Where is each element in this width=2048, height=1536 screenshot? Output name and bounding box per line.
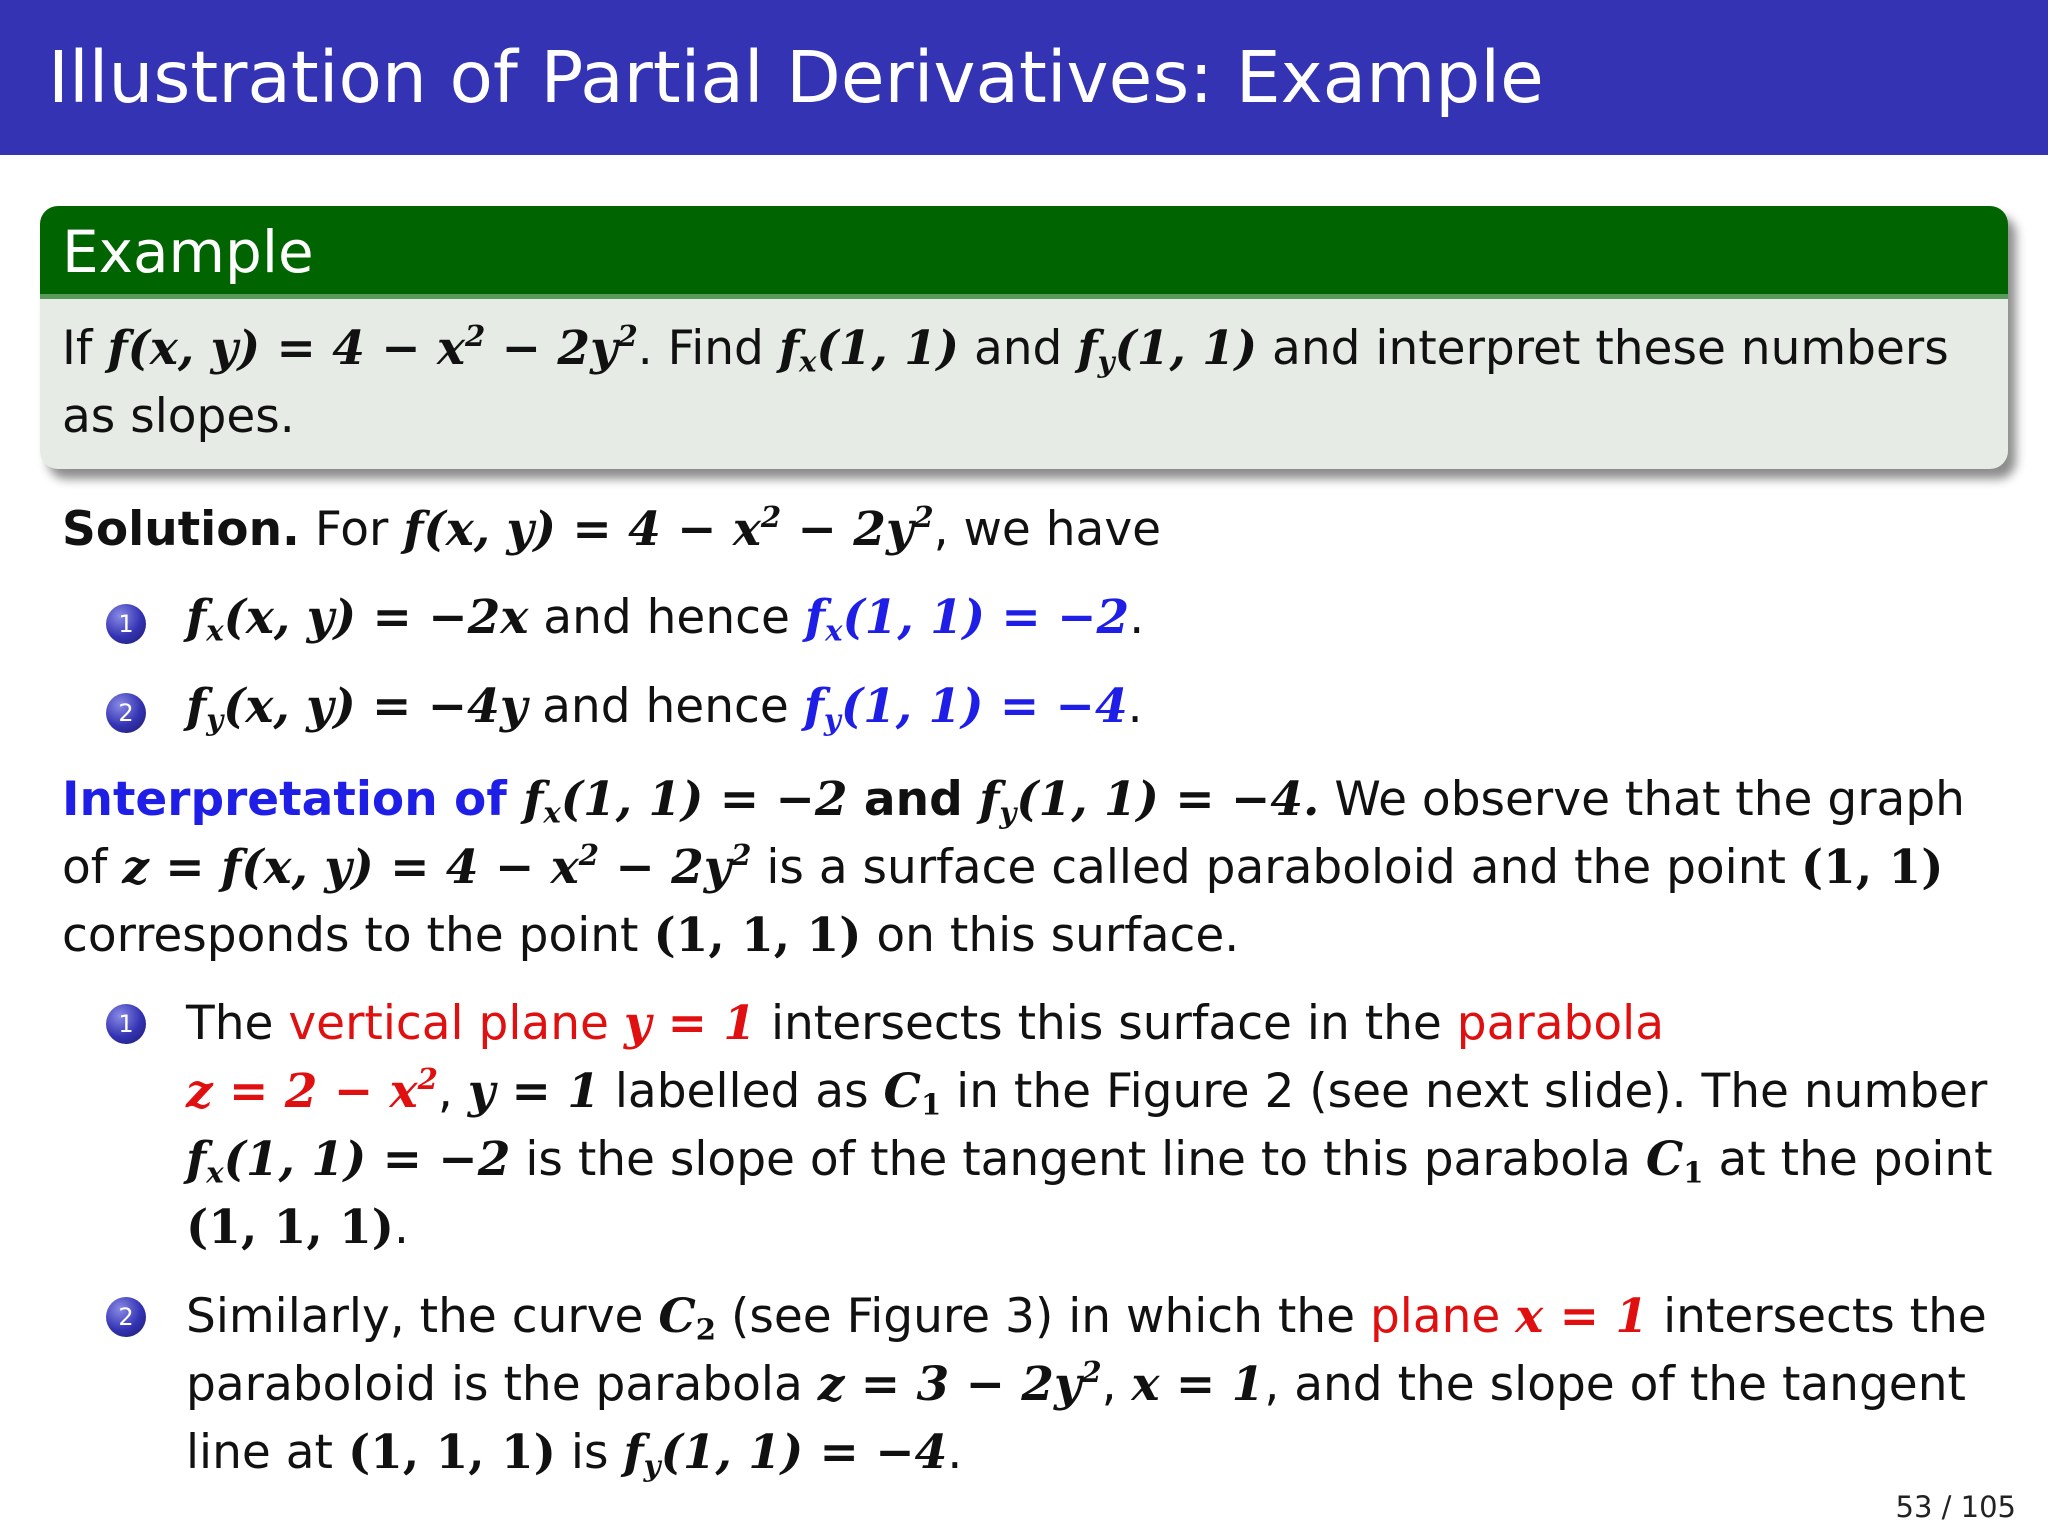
interpretation-paragraph: Interpretation of $f_x(1$, 1) = −2 and $f_y(1$, 1) = −4. We observe that the graph of z = f(x, $y) = 4 - x^2 - 2y^2$ is a surface called paraboloid and the point (1, 1) corresponds to the point (1, 1, 1) on this surface. [62, 772, 1965, 963]
solution-label: Solution. [62, 502, 300, 557]
example-heading: Example [62, 218, 314, 286]
example-statement [40, 299, 2008, 469]
solution-math: f(x, $y) = 4 - x^2 - 2y^2$ [403, 499, 934, 557]
slide-title: Illustration of Partial Derivatives: Example [48, 36, 1544, 119]
example-math: $f_y(1$, 1) [1077, 321, 1258, 379]
example-text: and [959, 321, 1078, 376]
example-text: . Find [637, 321, 779, 376]
enumerate-bullet-2: 2 [106, 693, 146, 733]
enumerate-bullet-1: 1 [106, 1004, 146, 1044]
example-block [40, 206, 2008, 469]
enumerate-bullet-2: 2 [106, 1297, 146, 1337]
interpretation-item-2: Similarly, the curve $C_2$ (see Figure 3) in which the plane x = 1 intersects the paraboloid is the parabola $z = 3 - 2y^2$, x = 1, and the slope of the tangent line at (1, 1, 1) is $f_y(1$, 1) = −4. [186, 1289, 1987, 1483]
enumerate-bullet-1: 1 [106, 604, 146, 644]
example-math: $f_x(1$, 1) [778, 321, 960, 379]
solution-line: Solution. For f(x, $y) = 4 - x^2 - 2y^2$, we have [62, 499, 1162, 557]
example-text: and interpret these numbers as slopes. [62, 321, 1949, 444]
interpretation-label: Interpretation of [62, 772, 524, 827]
title-bar [0, 0, 2048, 155]
example-block-header [40, 206, 2008, 299]
example-text: If [62, 321, 108, 376]
derivative-fx: $f_x(x$, y) = −2x and hence $f_x(1$, 1) = −2. [186, 590, 1145, 648]
example-math: f(x, $y) = 4 - x^2 - 2y^2$ [107, 318, 638, 376]
derivative-fy: $f_y(x$, y) = −4y and hence $f_y(1$, 1) = −4. [186, 679, 1143, 737]
page-number: 53 / 105 [1895, 1490, 2016, 1524]
interpretation-item-1: The vertical plane y = 1 intersects this surface in the parabola $z = 2 - x^2$, y = 1 labelled as $C_1$ in the Figure 2 (see next slide). The number $f_x(1$, 1) = −2 is the slope of the tangent line to this parabola $C_1$ at the point (1, 1, 1). [186, 996, 1993, 1255]
